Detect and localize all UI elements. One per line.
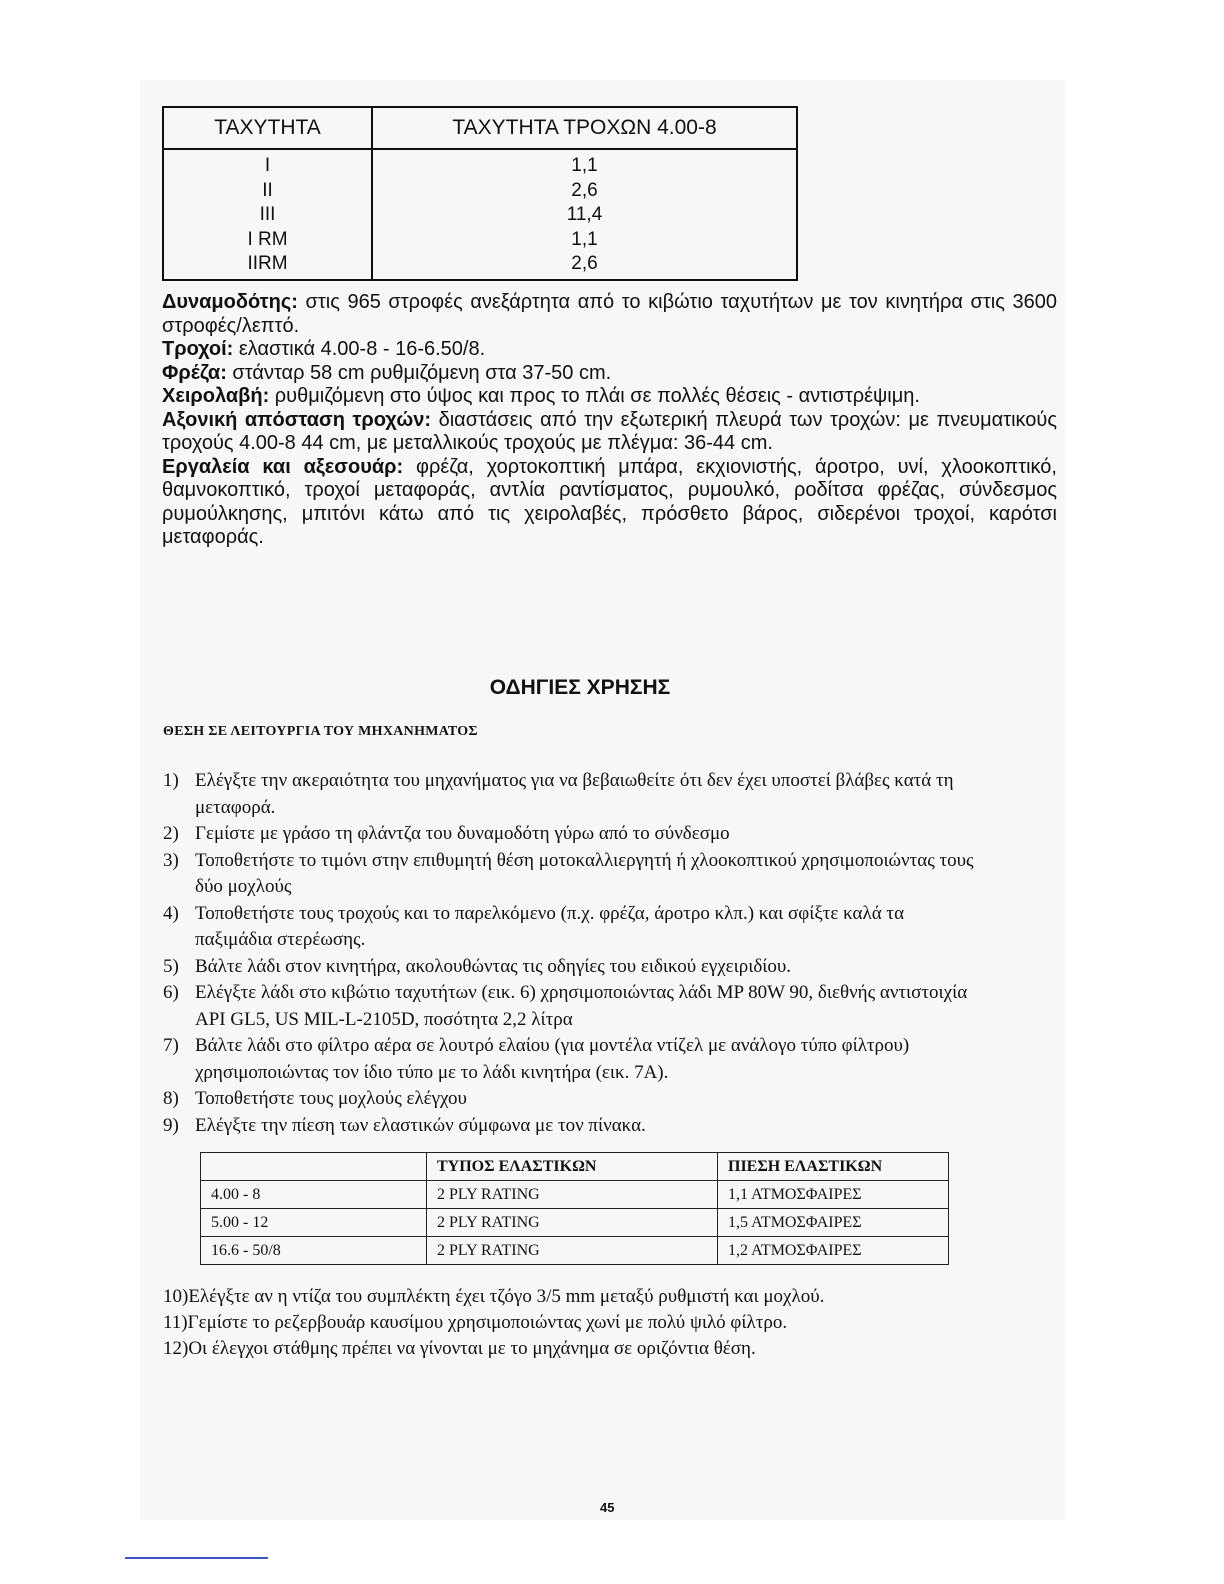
item-text: Τοποθετήστε τους τροχούς και το παρελκόμενο (π.χ. φρέζα, άροτρο κλπ.) και σφίξτε καλά τα παξιμάδια στερέωσης. xyxy=(195,902,905,950)
item-text: Τοποθετήστε το τιμόνι στην επιθυμητή θέση μοτοκαλλιεργητή ή χλοοκοπτικού χρησιμοποιώντας τους δύο μοχλούς xyxy=(195,849,974,897)
spec-item xyxy=(162,456,1057,550)
spec-item xyxy=(162,338,1057,362)
list-item xyxy=(163,848,983,901)
header-speed: ΤΑΧΥΤΗΤΑ xyxy=(163,107,372,149)
speed-table xyxy=(162,106,798,281)
table-row xyxy=(163,149,797,179)
spec-label: Τροχοί: xyxy=(162,338,234,360)
table-row xyxy=(201,1181,949,1209)
wheel-speed-cell: 2,6 xyxy=(372,252,797,280)
spec-text: διαστάσεις από την εξωτερική πλευρά των τροχών: με πνευματικούς τροχούς 4.00-8 44 cm, με μεταλλικούς τροχούς με πλέγμα: 36-44 cm. xyxy=(162,408,1057,454)
gear-cell: I RM xyxy=(163,228,372,253)
page-number: 45 xyxy=(600,1500,615,1515)
item-text: Βάλτε λάδι στο φίλτρο αέρα σε λουτρό ελαίου (για μοντέλα ντίζελ με ανάλογο τύπο φίλτρου) χρησιμοποιώντας τον ίδιο τύπο με το λάδι κινητήρα (εικ. 7A). xyxy=(195,1035,910,1083)
item-number: 6) xyxy=(163,982,179,1003)
spec-label: Φρέζα: xyxy=(162,361,227,384)
instructions-list-continued xyxy=(163,1284,983,1362)
spec-label: Εργαλεία και αξεσουάρ: xyxy=(162,455,404,478)
spec-item xyxy=(162,409,1057,456)
table-row xyxy=(163,228,797,253)
tire-pressure-table xyxy=(200,1152,949,1265)
list-item xyxy=(163,1310,983,1336)
spec-label: Χειρολαβή: xyxy=(162,385,270,407)
list-item xyxy=(163,1336,983,1362)
instructions-list xyxy=(163,768,983,1139)
header-tire-pressure: ΠΙΕΣΗ ΕΛΑΣΤΙΚΩΝ xyxy=(718,1153,949,1181)
header-wheel-speed: ΤΑΧΥΤΗΤΑ ΤΡΟΧΩΝ 4.00-8 xyxy=(372,107,797,149)
spec-item xyxy=(162,362,1057,386)
item-text: Οι έλεγχοι στάθμης πρέπει να γίνονται με το μηχάνημα σε οριζόντια θέση. xyxy=(188,1338,756,1359)
header-tire-type: ΤΥΠΟΣ ΕΛΑΣΤΙΚΩΝ xyxy=(427,1153,718,1181)
table-row xyxy=(163,179,797,204)
spec-text: στάνταρ 58 cm ρυθμιζόμενη στα 37-50 cm. xyxy=(226,361,612,384)
table-row xyxy=(163,252,797,280)
item-number: 9) xyxy=(163,1114,179,1136)
item-number: 2) xyxy=(163,823,179,844)
tire-size-cell: 4.00 - 8 xyxy=(201,1181,427,1209)
item-number: 10) xyxy=(163,1286,189,1307)
list-item xyxy=(163,1113,983,1140)
item-number: 3) xyxy=(163,849,179,871)
item-number: 12) xyxy=(163,1338,189,1359)
list-item xyxy=(163,1284,983,1310)
gear-cell: II xyxy=(163,179,372,204)
wheel-speed-cell: 2,6 xyxy=(372,179,797,204)
item-text: Ελέγξτε την ακεραιότητα του μηχανήματος για να βεβαιωθείτε ότι δεν έχει υποστεί βλάβες κατά τη μεταφορά. xyxy=(195,770,954,818)
list-item xyxy=(163,1033,983,1086)
section-heading: ΟΔΗΓΙΕΣ ΧΡΗΣΗΣ xyxy=(489,676,671,699)
item-text: Ελέγξτε λάδι στο κιβώτιο ταχυτήτων (εικ. 6) χρησιμοποιώντας λάδι MP 80W 90, διεθνής αντιστοιχία API GL5, US MIL-L-2105D, ποσότητα 2,2 λίτρα xyxy=(195,982,968,1030)
gear-cell: III xyxy=(163,203,372,228)
list-item xyxy=(163,821,983,848)
spec-item xyxy=(162,385,1057,409)
list-item xyxy=(163,1086,983,1113)
tire-type-cell: 2 PLY RATING xyxy=(427,1209,718,1237)
footnote-divider xyxy=(125,1557,268,1559)
table-row xyxy=(163,203,797,228)
item-text: Ελέγξτε την πίεση των ελαστικών σύμφωνα με τον πίνακα. xyxy=(195,1114,646,1136)
spec-item xyxy=(162,291,1057,338)
tire-size-cell: 16.6 - 50/8 xyxy=(201,1237,427,1265)
wheel-speed-cell: 1,1 xyxy=(372,228,797,253)
tire-size-cell: 5.00 - 12 xyxy=(201,1209,427,1237)
wheel-speed-cell: 1,1 xyxy=(372,149,797,179)
tire-type-cell: 2 PLY RATING xyxy=(427,1237,718,1265)
spec-text: ελαστικά 4.00-8 - 16-6.50/8. xyxy=(233,338,486,360)
item-text: Γεμίστε με γράσο τη φλάντζα του δυναμοδότη γύρω από το σύνδεσμο xyxy=(195,823,730,844)
list-item xyxy=(163,954,983,981)
wheel-speed-cell: 11,4 xyxy=(372,203,797,228)
item-text: Ελέγξτε αν η ντίζα του συμπλέκτη έχει τζόγο 3/5 mm μεταξύ ρυθμιστή και μοχλού. xyxy=(188,1286,825,1307)
item-number: 7) xyxy=(163,1035,179,1056)
item-text: Τοποθετήστε τους μοχλούς ελέγχου xyxy=(195,1088,467,1109)
gear-cell: I xyxy=(163,149,372,179)
item-number: 4) xyxy=(163,902,179,924)
spec-label: Αξονική απόσταση τροχών: xyxy=(162,408,432,431)
tire-pressure-cell: 1,5 ΑΤΜΟΣΦΑΙΡΕΣ xyxy=(718,1209,949,1237)
table-row xyxy=(201,1237,949,1265)
item-text: Γεμίστε το ρεζερβουάρ καυσίμου χρησιμοποιώντας χωνί με πολύ ψιλό φίλτρο. xyxy=(187,1312,788,1333)
section-subheading: ΘΕΣΗ ΣΕ ΛΕΙΤΟΥΡΓΙΑ ΤΟΥ ΜΗΧΑΝΗΜΑΤΟΣ xyxy=(163,724,478,739)
item-number: 8) xyxy=(163,1088,179,1109)
tire-pressure-cell: 1,1 ΑΤΜΟΣΦΑΙΡΕΣ xyxy=(718,1181,949,1209)
item-number: 11) xyxy=(163,1312,188,1333)
list-item xyxy=(163,768,983,821)
item-number: 5) xyxy=(163,955,179,977)
tire-pressure-cell: 1,2 ΑΤΜΟΣΦΑΙΡΕΣ xyxy=(718,1237,949,1265)
gear-cell: IIRM xyxy=(163,252,372,280)
item-number: 1) xyxy=(163,770,179,791)
spec-text: ρυθμιζόμενη στο ύψος και προς το πλάι σε πολλές θέσεις - αντιστρέψιμη. xyxy=(269,385,920,407)
spec-label: Δυναμοδότης: xyxy=(162,291,298,313)
spec-text: στις 965 στροφές ανεξάρτητα από το κιβώτιο ταχυτήτων με τον κινητήρα στις 3600 στροφές/λεπτό. xyxy=(162,291,1057,337)
header-size xyxy=(201,1153,427,1181)
table-row xyxy=(201,1209,949,1237)
specifications xyxy=(162,291,1057,550)
tire-type-cell: 2 PLY RATING xyxy=(427,1181,718,1209)
item-text: Βάλτε λάδι στον κινητήρα, ακολουθώντας τις οδηγίες του ειδικού εγχειριδίου. xyxy=(195,955,792,977)
list-item xyxy=(163,980,983,1033)
spec-text: φρέζα, χορτοκοπτική μπάρα, εκχιονιστής, άροτρο, υνί, χλοοκοπτικό, θαμνοκοπτικό, τροχοί μεταφοράς, αντλία ραντίσματος, ρυμουλκό, ροδίτσα φρέζας, σύνδεσμος ρυμούλκησης, μπιτόνι κάτω από τις χειρολαβές, πρόσθετο βάρος, σιδερένοι τροχοί, καρότσι μεταφοράς. xyxy=(162,455,1057,548)
list-item xyxy=(163,901,983,954)
